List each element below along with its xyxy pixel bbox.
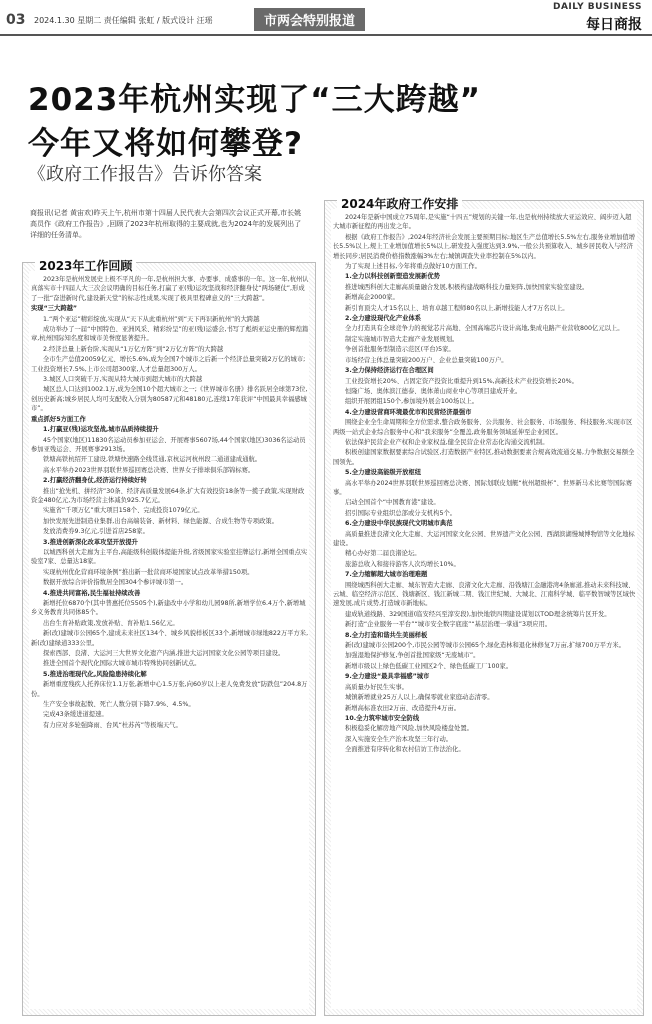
body-paragraph: 全面推进有序转化和农村信访工作法治化。 — [345, 746, 465, 754]
section-heading: 7.全力缩解超大城市治理难题 — [345, 571, 428, 579]
body-paragraph: 1.“两个亚运”精彩绽放,实现从“天下从此重杭州”到“天下再识新杭州”的大跨越 — [43, 315, 260, 323]
section-heading: 5.全力建设高能级开放枢纽 — [345, 469, 422, 477]
body-paragraph: 启动全国首个“中国教育港”建设。 — [345, 499, 440, 507]
body-paragraph: 依法保护民营企业产权和企业家权益,健全民营企业常态化沟通交流机制。 — [345, 438, 549, 446]
section-label: 市两会特别报道 — [254, 8, 365, 31]
headline-subtitle: 《政府工作报告》告诉你答案 — [28, 164, 262, 185]
body-paragraph: 组织开展团组150个,参加境外展会100场以上。 — [345, 398, 479, 406]
body-paragraph: 积极稳妥化解房地产风险,加快风险楼盘处置。 — [345, 725, 473, 733]
page-number: 03 — [6, 12, 26, 28]
body-paragraph: 新(改)建城市公园200个,市民公园等城市公园65个,绿化造林和退化林修复7万亩,扩绿700万平方米。 — [345, 642, 625, 650]
daily-business-label: DAILY BUSINESS — [552, 2, 642, 12]
body-paragraph: 新增重度残疾人托养床位1.1万张,新增中心1.5万张,向60岁以上老人免费发放“防跌包”204.8万份。 — [31, 681, 308, 698]
headline-line-1: 2023年杭州实现了“三大跨越” — [28, 82, 482, 118]
body-paragraph: 2.经济总量上新台阶,实现从“1万亿方阵”到“2万亿方阵”的大跨越 — [43, 345, 224, 353]
plan-box — [324, 197, 644, 1016]
section-heading: 2.全力建设现代化产业体系 — [345, 315, 422, 323]
body-paragraph: 成功举办了一届“中国特色、亚洲风采、精彩纷呈”的亚(残)运盛会,书写了彪炳亚运史册的辉煌篇章,杭州国际知名度和城市美誉度显著提升。 — [31, 326, 309, 343]
body-paragraph: 积极创建国家数据要素综合试验区,打造数据产业特区,推动数据要素合规高效流通交易,力争数据交易额全国领先。 — [333, 449, 635, 466]
date-line: 2024.1.30 星期二 责任编辑 张虹 / 版式设计 汪瑶 — [34, 16, 213, 25]
body-paragraph: 深入实施安全生产治本攻坚三年行动。 — [345, 735, 453, 743]
body-paragraph: 新引育顶尖人才15名以上、培育卓越工程师80名以上,新增技能人才7万名以上。 — [345, 304, 569, 312]
section-heading: 3.全力保持经济运行在合理区间 — [345, 367, 434, 375]
body-paragraph: 2024年是新中国成立75周年,是实施“十四五”规划的关键一年,也是杭州持续放大亚运效应、阔步迈入超大城市新征程的再出发之年。 — [333, 214, 632, 231]
body-paragraph: 招引国际专业组织总部或分支机构5个。 — [345, 509, 457, 517]
body-paragraph: 出台生育补贴政策,发放补贴、育补贴1.56亿元。 — [43, 619, 179, 627]
body-paragraph: 高质量推进良渚文化大走廊、大运河国家文化公园、世界遗产文化公园、西湖滨湖慢城博物馆等文化地标建设。 — [333, 530, 635, 547]
section-heading: 4.推进共同富裕,民生福祉持续改善 — [43, 589, 141, 597]
body-paragraph: 推出“抢先机、拼经济”30条、经济高质量发展64条,扩大有效投资18条等一揽子政策,实现财政资金480亿元,为市场经营主体减负925.7亿元。 — [31, 487, 305, 504]
body-paragraph: 有力应对多轮强降雨、台风“杜苏芮”等极端天气。 — [43, 721, 182, 729]
body-paragraph: 探索西部、良渚、大运河三大世界文化遗产内涵,推进大运河国家文化公园等项目建设。 — [43, 650, 285, 658]
review-content — [31, 275, 309, 731]
body-paragraph: 恒隆广场、奥体滨江德泰、奥体萧山商业中心等项目建成开业。 — [345, 387, 522, 395]
body-paragraph: 城区总人口达到1002.1万,成为全国10个超大城市之一;《世界城市名册》排名跃居全球第73位,创历史新高;城乡居民人均可支配收入分别为80587元和48180元,连续17年获评“中国最具幸福感城市”。 — [31, 386, 308, 413]
body-paragraph: 全市生产总值20059亿元、增长5.6%,成为全国7个城市之后新一个经济总量突破2万亿的城市;工业投资增长7.5%,上市公司超300家,人才总量超300万人。 — [31, 356, 306, 373]
body-paragraph: 为了实现上述目标,今年将重点做好10方面工作。 — [345, 263, 481, 271]
body-paragraph: 推进城西科创大走廊高质量融合发展,积极构建战略科技力量矩阵,加快国家实验室建设。 — [345, 283, 589, 291]
body-paragraph: 加快发展先进制造业集群,出台高端装备、新材料、绿色能源、合成生物等专项政策。 — [43, 517, 278, 525]
lead-paragraph: 商报讯(记者 黄宙欢)昨天上午,杭州市第十四届人民代表大会第四次会议正式开幕,市长姚高员作《政府工作报告》,回顾了2023年杭州取得的主要成就,也为2024年的发展列出了详细的任务清单。 — [30, 209, 302, 239]
section-heading: 2.打赢经济翻身仗,经济运行持续好转 — [43, 477, 147, 485]
section-heading: 1.打赢亚(残)运攻坚战,城市品质持续提升 — [43, 426, 159, 434]
paper-name: 每日商报 — [586, 17, 642, 33]
body-paragraph: 实现杭州优化营商环境条例”推出新一批营商环境国家试点改革举措150项。 — [43, 568, 254, 576]
body-paragraph: 精心办好第二届良渚论坛。 — [345, 550, 421, 558]
body-paragraph: 根据《政府工作报告》,2024年经济社会发展主要预期目标:地区生产总值增长5.5%左右,服务业增加值增长5.5%以上,规上工业增加值增长5%以上,研发投入强度达到3.9%,一般公共预算收入、城乡居民收入与经济增长同步;居民消费价格指数涨幅3%左右;城镇调查失业率控制在5%以内。 — [333, 233, 636, 260]
section-heading: 重点抓好5方面工作 — [31, 415, 86, 423]
section-heading: 3.推进创新深化改革攻坚开放提升 — [43, 538, 138, 546]
review-box — [22, 259, 316, 1016]
headline-line-2: 今年又将如何攀登? — [28, 126, 303, 162]
section-heading: 1.全力以科技创新塑造发展新优势 — [345, 273, 440, 281]
body-paragraph: 新增市级以上绿色低碳工业园区2个、绿色低碳工厂100家。 — [345, 662, 513, 670]
section-heading: 实现“三大跨越” — [31, 305, 78, 313]
body-paragraph: 以城西科创大走廊为主平台,高能级科创载体提能升级,省级国家实验室挂牌运行,新增全国重点实验室7家、总量达18家。 — [31, 548, 308, 566]
body-paragraph: 城镇新增就业25万人以上,确保零就业家庭动态清零。 — [345, 694, 494, 702]
body-paragraph: 新增托位6870个(其中普惠托位5505个),新建改中小学和幼儿园98所,新增学位6.4万个,新增城乡义务教育共同体85个。 — [31, 600, 306, 617]
body-paragraph: 完成43条缓进道提速。 — [43, 711, 108, 719]
body-paragraph: 铁塘高铁杭绍开工建设,铁塘快速路全线贯通,京杭运河杭州段二通道建成通航。 — [43, 456, 262, 464]
body-paragraph: 围绕城西科创大走廊、城东智造大走廊、良渚文化大走廊、沿钱塘江金融港湾4条廊道,推动未来科技城、云城、临空经济示范区、钱塘新区、钱江新城二期、钱江世纪城、大城北、江南科学城、临平数智城等区域快速发展,成片成势,打造城市新地标。 — [333, 581, 636, 608]
body-paragraph: 全力打造具有全球竞争力的视觉芯片高地、全国高端芯片设计高地,集成电路产业营收800亿元以上。 — [345, 325, 624, 333]
body-paragraph: 旅游总收入和接待游客人次均增长10%。 — [345, 560, 460, 568]
section-heading: 9.全力建设“最具幸福感”城市 — [345, 673, 430, 681]
body-paragraph: 实施省“千项万亿”重大项目158个、完成投资1079亿元。 — [43, 507, 204, 515]
body-paragraph: 新(改)建城市公园65个,建成未来社区134个、城乡风貌样板区33个,新增城市绿地822万平方米,新(改)建绿道333公里。 — [31, 630, 309, 647]
section-heading: 8.全力打造和谐共生美丽样板 — [345, 631, 428, 639]
body-paragraph: 生产安全事故起数、死亡人数分别下降7.9%、4.5%。 — [43, 701, 195, 709]
section-heading: 5.推进治理现代化,风险隐患持续化解 — [43, 670, 147, 678]
body-paragraph: 推进全国首个现代化国际大城市城市特殊协同创新试点。 — [43, 660, 201, 668]
body-paragraph: 45个国家(地区)11830名运动员参加亚运会、开展赛事5607场,44个国家(地区)3036名运动员参加亚残运会、开展赛事2913场。 — [31, 436, 306, 453]
body-paragraph: 加强湿地保护修复,争创首批国家级“无废城市”。 — [345, 652, 480, 660]
section-heading: 6.全力建设中华民族现代文明城市典范 — [345, 520, 453, 528]
body-paragraph: 制定实施城市智造大走廊产业发展规划。 — [345, 335, 459, 343]
review-title: 2023年工作回顾 — [35, 257, 136, 274]
plan-content — [333, 213, 637, 756]
body-paragraph: 新打造“企业服务一平台”“城市安全数字底座”“基层治理一掌通”3项应用。 — [345, 621, 552, 629]
body-paragraph: 高水平举办2024世界羽联世界巡回赛总决赛、国际划联皮划艇“杭州超级杯”、世界新马术比赛等国际赛事。 — [333, 479, 633, 496]
body-paragraph: 2023年是杭州发展史上极不平凡的一年,是杭州担大事、办要事、成盛事的一年。这一年,杭州认真落实市十四届人大三次会议明确的目标任务,打赢了亚(残)运攻坚战和经济翻身仗“两场硬仗”,形成了一批“奋进新时代,建设新天堂”的标志性成果,实现了极具里程碑意义的“三大跨越”。 — [31, 276, 309, 302]
body-paragraph: 3.城区人口突破千万,实现从特大城市到超大城市的大跨越 — [43, 376, 203, 384]
body-paragraph: 数据开放综合评价指数居全国304个参评城市第一。 — [43, 579, 188, 587]
body-paragraph: 发放消费券9.3亿元,引进首店258家。 — [43, 528, 149, 536]
body-paragraph: 建成轨道线路、329国道(临安经兴至淳安段),加快地铁四期建设谋划以TOD理念统筹片区开发。 — [345, 610, 611, 618]
body-paragraph: 工业投资增长20%、占固定资产投资比重提升到15%,高新技术产业投资增长20%。 — [345, 377, 578, 385]
body-paragraph: 争创首批服务型制造示范区(平台)5家。 — [345, 346, 455, 354]
section-heading: 10.全力筑牢城市安全防线 — [345, 714, 420, 722]
header-rule — [0, 34, 652, 36]
body-paragraph: 市场经营主体总量突破200万户、企业总量突破100万户。 — [345, 356, 508, 364]
section-heading: 4.全力建设营商环境最优市和民营经济最强市 — [345, 408, 472, 416]
body-paragraph: 新增高企2000家。 — [345, 294, 399, 302]
body-paragraph: 新增高标准农田2万亩、改造提升4万亩。 — [345, 704, 461, 712]
body-paragraph: 围绕企业全生命周期和全方位需求,整合政务服务、公共服务、社会服务、市场服务、科技服务,实现市区两级一站式企业综合服务中心和“我来服务”全覆盖,政务服务领域延伸至企业园区。 — [333, 419, 633, 436]
body-paragraph: 高水平举办2023世界羽联世界巡回赛总决赛、世界女子排球俱乐部锦标赛。 — [43, 466, 255, 474]
body-paragraph: 高质量办好民生实事。 — [345, 683, 408, 691]
plan-title: 2024年政府工作安排 — [337, 195, 462, 212]
